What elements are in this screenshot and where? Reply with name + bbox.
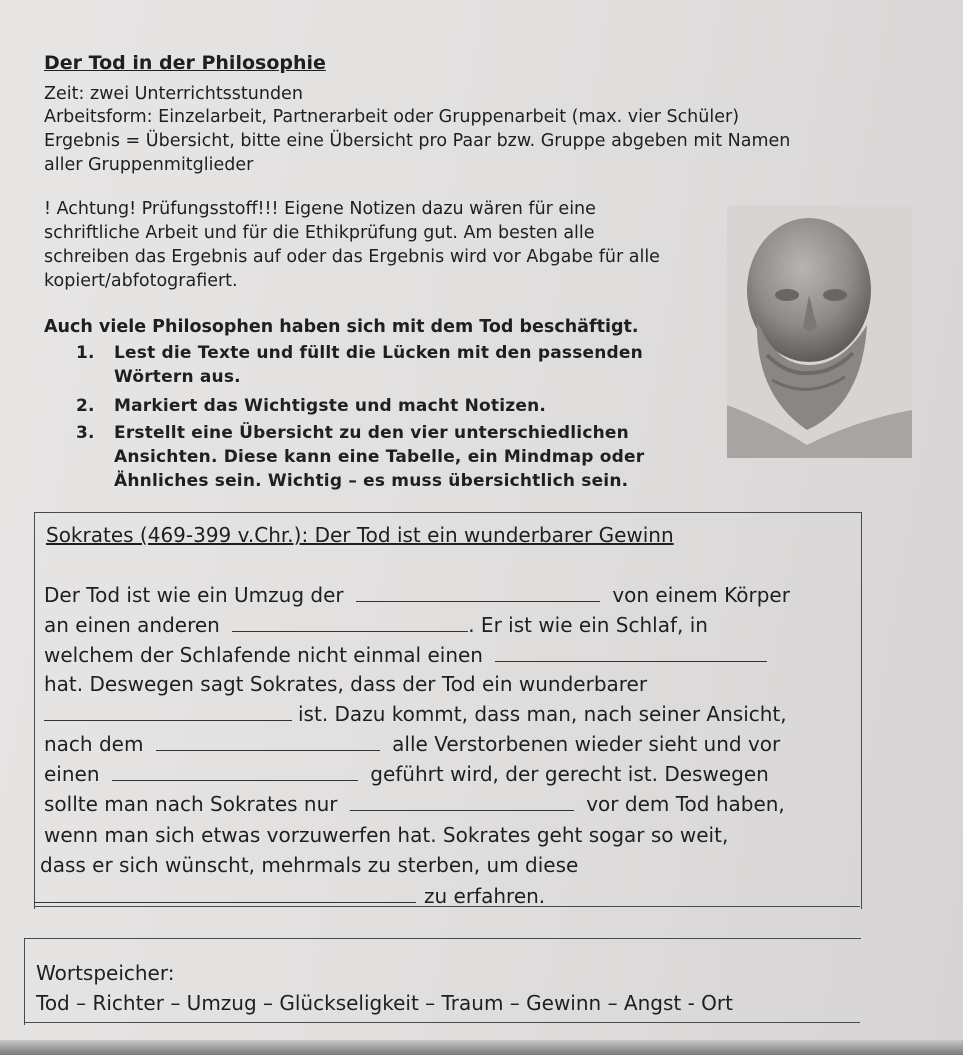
page-title: Der Tod in der Philosophie: [44, 52, 326, 74]
task-3: [76, 423, 629, 443]
task-2: [76, 396, 546, 416]
cloze-line-7: [44, 762, 769, 786]
cloze-line-10: dass er sich wünscht, mehrmals zu sterben, um diese: [40, 853, 579, 877]
cloze-text: . Er ist wie ein Schlaf, in: [468, 613, 708, 637]
cloze-text: geführt wird, der gerecht ist. Deswegen: [370, 762, 769, 786]
task-1-cont: Wörtern aus.: [114, 367, 241, 387]
cloze-text: einen: [44, 762, 100, 786]
cloze-text: von einem Körper: [612, 583, 790, 607]
task-text: Erstellt eine Übersicht zu den vier unterschiedlichen: [114, 423, 629, 443]
achtung-text: ! Achtung! Prüfungsstoff!!! Eigene Notizen dazu wären für eine: [44, 199, 596, 219]
socrates-bust-drawing: [727, 205, 912, 458]
achtung-text-3: schreiben das Ergebnis auf oder das Ergebnis wird vor Abgabe für alle: [44, 247, 660, 267]
cloze-line-3: [44, 643, 767, 667]
cloze-text: nach dem: [44, 732, 144, 756]
page-edge-shadow: [0, 1040, 963, 1055]
cloze-text: vor dem Tod haben,: [586, 792, 785, 816]
cloze-gap-7[interactable]: [350, 792, 574, 811]
arbeitsform-text: Arbeitsform: Einzelarbeit, Partnerarbeit oder Gruppenarbeit (max. vier Schüler): [44, 107, 740, 127]
cloze-text: sollte man nach Sokrates nur: [44, 792, 338, 816]
wortspeicher-box-bottom-border: [24, 1022, 860, 1023]
cloze-line-2: [44, 613, 708, 637]
task-number: 1.: [76, 343, 95, 363]
task-text: Markiert das Wichtigste und macht Notizen.: [114, 396, 547, 416]
cloze-line-11: [34, 884, 545, 908]
cloze-gap-6[interactable]: [112, 762, 358, 781]
task-3-cont: Ansichten. Diese kann eine Tabelle, ein Mindmap oder: [114, 447, 645, 467]
cloze-line-1: [44, 583, 790, 607]
cloze-line-9: wenn man sich etwas vorzuwerfen hat. Sokrates geht sogar so weit,: [44, 823, 729, 847]
task-3-cont-2: Ähnliches sein. Wichtig – es muss übersichtlich sein.: [114, 471, 629, 491]
cloze-text: alle Verstorbenen wieder sieht und vor: [392, 732, 781, 756]
cloze-heading: Sokrates (469-399 v.Chr.): Der Tod ist ein wunderbarer Gewinn: [46, 523, 674, 547]
cloze-line-8: [44, 792, 785, 816]
task-number: 3.: [76, 423, 95, 443]
cloze-gap-1[interactable]: [356, 583, 600, 602]
cloze-gap-8[interactable]: [34, 884, 416, 903]
cloze-line-4: hat. Deswegen sagt Sokrates, dass der Tod ein wunderbarer: [44, 672, 648, 696]
achtung-text-4: kopiert/abfotografiert.: [44, 271, 238, 291]
cloze-line-5: [44, 702, 787, 726]
wortspeicher-label: Wortspeicher:: [36, 961, 175, 985]
task-text: Lest die Texte und füllt die Lücken mit den passenden: [114, 343, 643, 363]
cloze-text: zu erfahren.: [424, 884, 546, 908]
ergebnis-text-cont: aller Gruppenmitglieder: [44, 155, 254, 175]
cloze-gap-5[interactable]: [156, 732, 380, 751]
ergebnis-text: Ergebnis = Übersicht, bitte eine Übersicht pro Paar bzw. Gruppe abgeben mit Namen: [44, 131, 791, 151]
task-1: [76, 343, 643, 363]
cloze-line-6: [44, 732, 780, 756]
task-number: 2.: [76, 396, 95, 416]
cloze-gap-4[interactable]: [44, 702, 292, 721]
cloze-gap-3[interactable]: [495, 643, 767, 662]
socrates-bust-image: [727, 205, 912, 458]
cloze-gap-2[interactable]: [232, 613, 468, 632]
cloze-text: welchem der Schlafende nicht einmal einen: [44, 643, 483, 667]
cloze-text: an einen anderen: [44, 613, 220, 637]
achtung-text-2: schriftliche Arbeit und für die Ethikprüfung gut. Am besten alle: [44, 223, 595, 243]
zeit-text: Zeit: zwei Unterrichtsstunden: [44, 84, 303, 104]
wortspeicher-words: Tod – Richter – Umzug – Glückseligkeit – Traum – Gewinn – Angst - Ort: [36, 991, 733, 1015]
task-intro: Auch viele Philosophen haben sich mit dem Tod beschäftigt.: [44, 317, 639, 337]
cloze-text: ist. Dazu kommt, dass man, nach seiner Ansicht,: [298, 702, 787, 726]
cloze-text: Der Tod ist wie ein Umzug der: [44, 583, 344, 607]
